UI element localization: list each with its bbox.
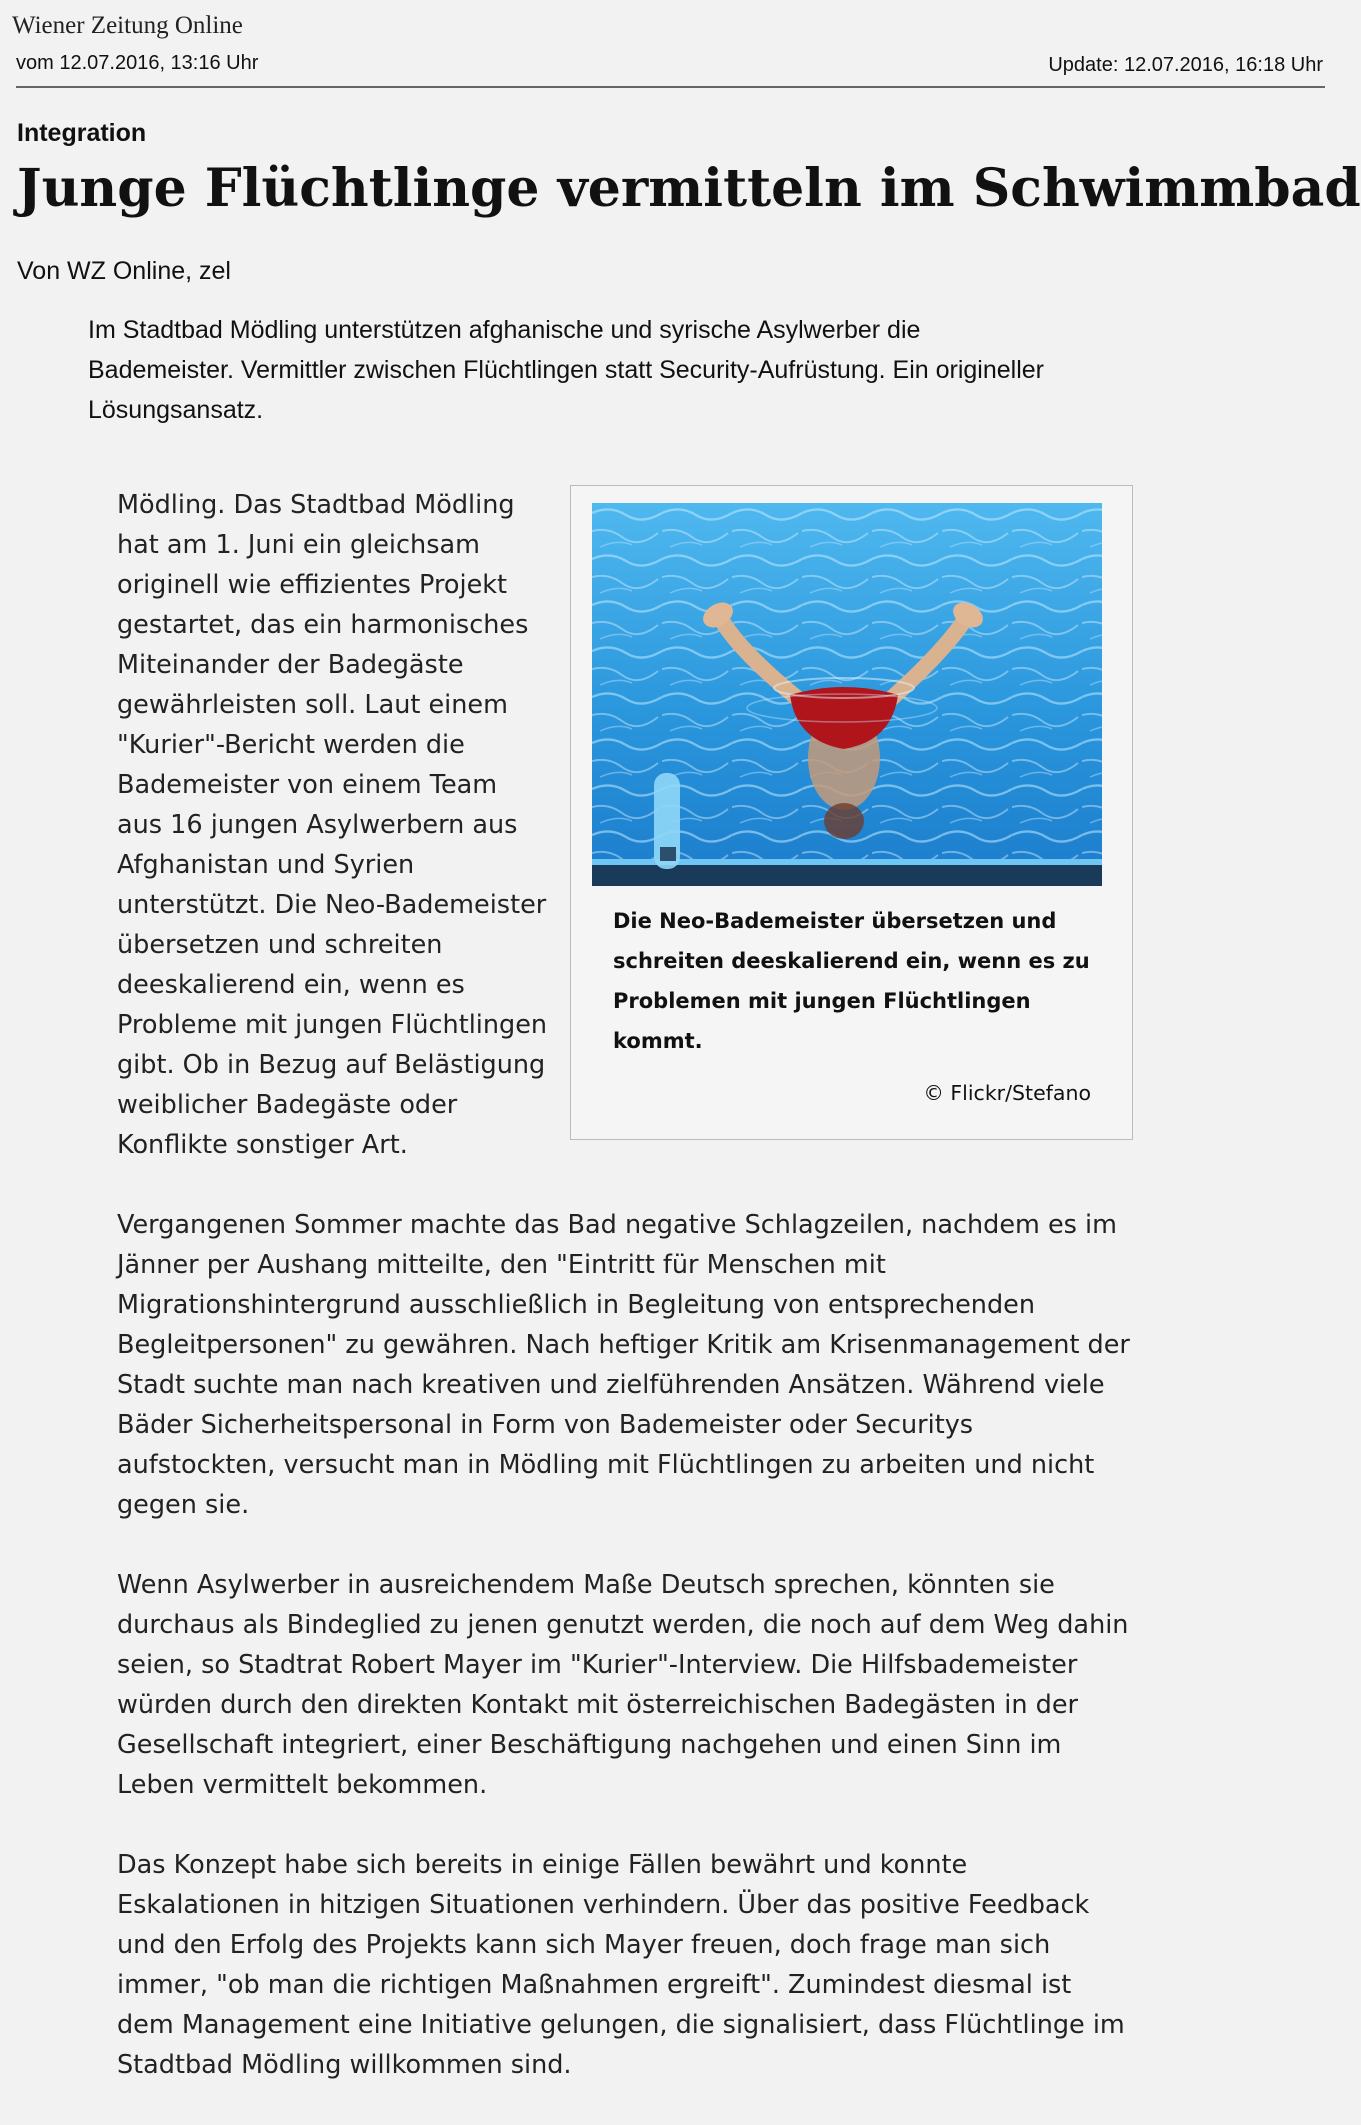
figure-photo [592,503,1102,886]
article-byline: Von WZ Online, zel [17,257,231,285]
article-figure [570,485,1133,1140]
article-paragraph: Mödling. Das Stadtbad Mödling hat am 1. Juni ein gleichsam originell wie effizientes Projekt gestartet, das ein harmonisches Miteinander der Badegäste gewährleisten soll. Laut einem "Kurier"-Bericht werden die Bademeister von einem Team aus 16 jungen Asylwerbern aus Afghanistan und Syrien unterstützt. Die Neo-Bademeister übersetzen und schreiten deeskalierend ein, wenn es Probleme mit jungen Flüchtlingen gibt. Ob in Bezug auf Belästigung weiblicher Badegäste oder Konflikte sonstiger Art. [117,490,548,1160]
figure-credit: © Flickr/Stefano [923,1081,1091,1105]
article-paragraph: Das Konzept habe sich bereits in einige Fällen bewährt und konnte Eskalationen in hitzigen Situationen verhindern. Über das positive Feedback und den Erfolg des Projekts kann sich Mayer freuen, doch frage man sich immer, "ob man die richtigen Maßnahmen ergreift". Zumindest diesmal ist dem Management eine Initiative gelungen, die signalisiert, dass Flüchtlinge im Stadtbad Mödling willkommen sind. [117,1850,1125,2080]
section-kicker: Integration [17,119,147,147]
article-paragraph: Wenn Asylwerber in ausreichendem Maße Deutsch sprechen, könnten sie durchaus als Bindeglied zu jenen genutzt werden, die noch auf dem Weg dahin seien, so Stadtrat Robert Mayer im "Kurier"-Interview. Die Hilfsbademeister würden durch den direkten Kontakt mit österreichischen Badegästen in der Gesellschaft integriert, einer Beschäftigung nachgehen und einen Sinn im Leben vermittelt bekommen. [117,1570,1129,1800]
updated-date: Update: 12.07.2016, 16:18 Uhr [1048,54,1323,76]
article-headline: Junge Flüchtlinge vermitteln im Schwimmbad [17,158,1361,219]
article-teaser: Im Stadtbad Mödling unterstützen afghanische und syrische Asylwerber die Bademeister. Vermittler zwischen Flüchtlingen statt Security-Aufrüstung. Ein origineller Lösungsansatz. [88,316,1044,424]
figure-caption: Die Neo-Bademeister übersetzen und schreiten deeskalierend ein, wenn es zu Problemen mit jungen Flüchtlingen kommt. [613,909,1090,1053]
article-body [117,485,1132,2125]
site-name: Wiener Zeitung Online [12,12,243,39]
published-date: vom 12.07.2016, 13:16 Uhr [16,52,259,74]
masthead-divider [16,86,1325,88]
article-paragraph: Vergangenen Sommer machte das Bad negative Schlagzeilen, nachdem es im Jänner per Aushang mitteilte, den "Eintritt für Menschen mit Migrationshintergrund ausschließlich in Begleitung von entsprechenden Begleitpersonen" zu gewähren. Nach heftiger Kritik am Krisenmanagement der Stadt suchte man nach kreativen und zielführenden Ansätzen. Während viele Bäder Sicherheitspersonal in Form von Bademeister oder Securitys aufstockten, versucht man in Mödling mit Flüchtlingen zu arbeiten und nicht gegen sie. [117,1210,1130,1520]
